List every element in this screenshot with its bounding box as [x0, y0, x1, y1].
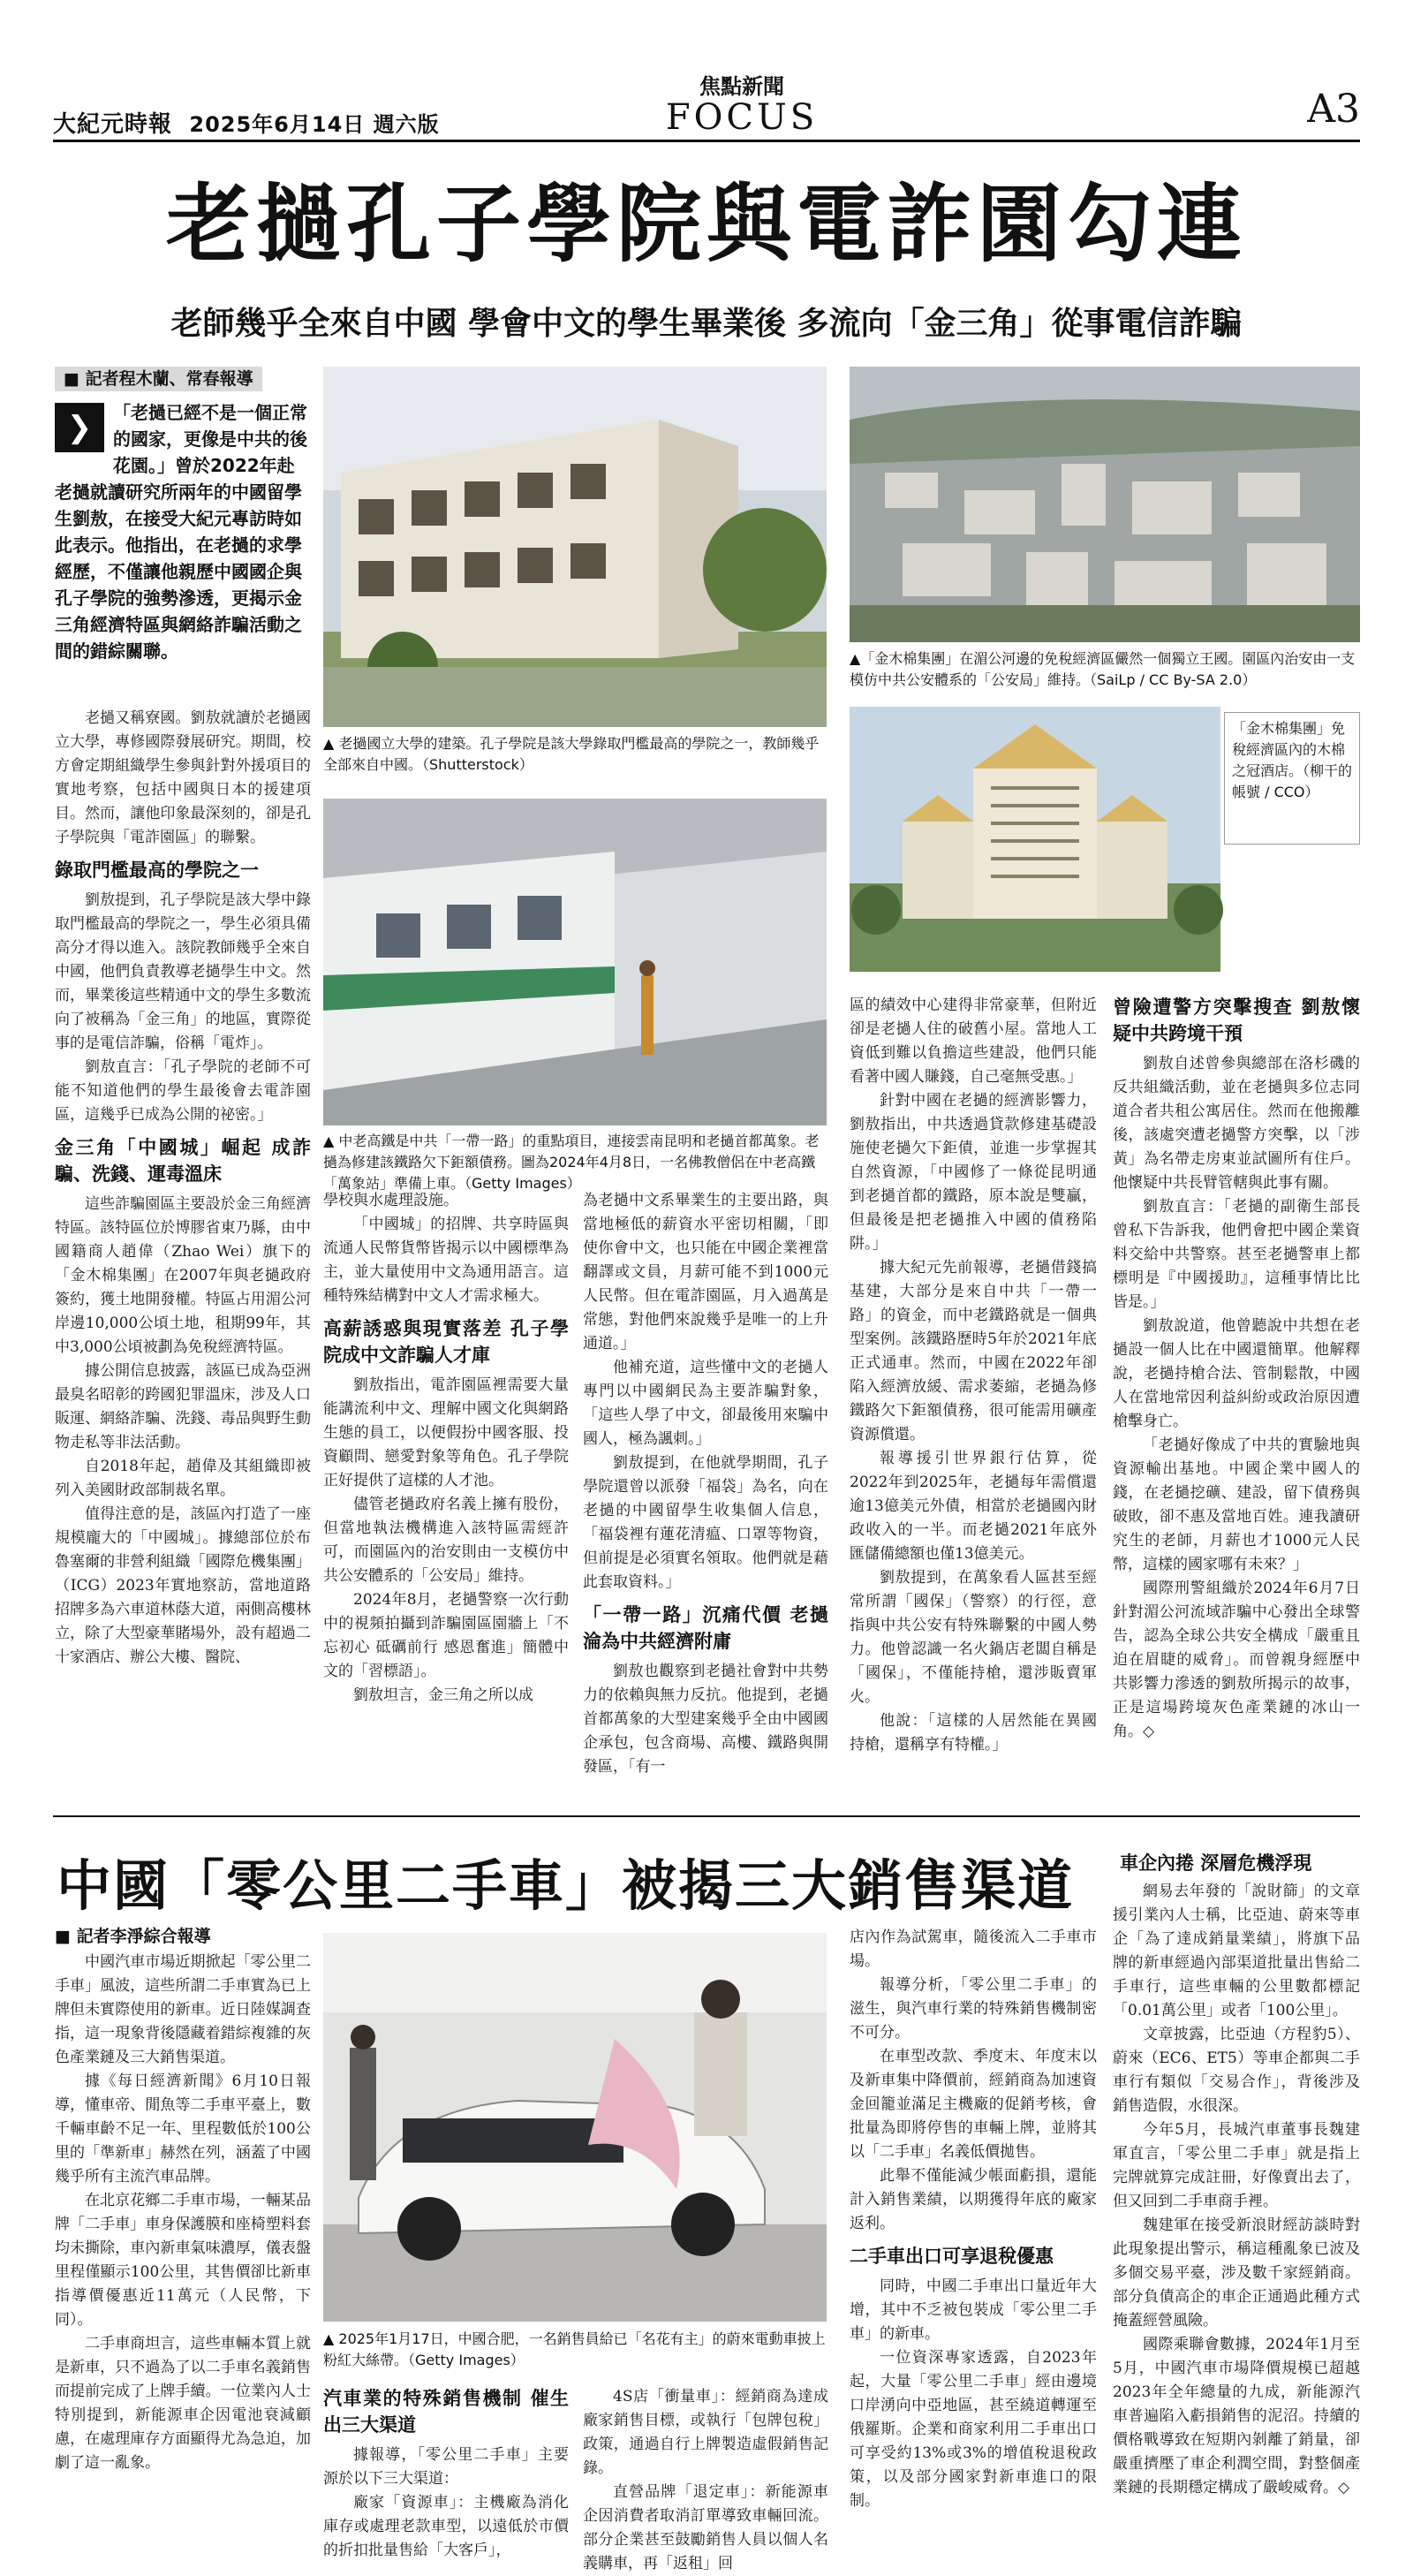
paragraph: 報導分析，「零公里二手車」的滋生，與汽車行業的特殊銷售機制密不可分。 — [850, 1976, 1097, 2042]
masthead-left — [53, 106, 440, 139]
page-number: A3 — [1307, 87, 1360, 132]
car-dealership-photo — [323, 1933, 827, 2322]
paragraph: 魏建軍在接受新浪財經訪談時對此現象提出警示，稱這種亂象已波及多個交易平臺，涉及數千家經銷商。部分負債高企的車企正通過此種方式掩蓋經營風險。 — [1113, 2216, 1360, 2330]
caption-university: ▲ 老撾國立大學的建築。孔子學院是該大學錄取門檻最高的學院之一，教師幾乎全部來自中國。（Shutterstock） — [323, 735, 820, 773]
paragraph: 劉敖提到，在萬象看人區甚至經常所謂「國保」（警察）的行徑，意指與中共公安有特殊聯繫的中國人勢力。他曾認識一名火鍋店老闆自稱是「國保」，不僅能持槍，還涉販賣軍火。 — [850, 1569, 1097, 1706]
subheading: 高薪誘惑與現實落差 孔子學院成中文詐騙人才庫 — [323, 1318, 569, 1366]
paragraph: 為老撾中文系畢業生的主要出路，與當地極低的薪資水平密切相關，「即使你會中文，也只能在中國企業裡當翻譯或文員，月薪可能不到1000元人民幣。但在電詐園區，月入過萬是常態，對他們來說幾乎是唯一的上升通道。」 — [583, 1192, 828, 1352]
story1-column-4 — [850, 994, 1097, 1798]
paragraph: 學校與水處理設施。 — [323, 1192, 458, 1209]
story1-column-5 — [1113, 994, 1360, 1798]
paragraph: 他補充道，這些懂中文的老撾人專門以中國網民為主要詐騙對象，「這些人學了中文，卻最後用來騙中國人，極為諷刺。」 — [583, 1359, 828, 1448]
paragraph: 今年5月，長城汽車董事長魏建軍直言，「零公里二手車」就是指上完牌就算完成註冊，好像賣出去了，但又回到二手車商手裡。 — [1113, 2121, 1360, 2210]
subheading: 曾險遭警方突擊搜查 劉敖懷疑中共跨境干預 — [1113, 996, 1360, 1044]
story2-byline: ■ 記者李淨綜合報導 — [55, 1927, 211, 1946]
paragraph: 中國汽車市場近期掀起「零公里二手車」風波，這些所謂二手車實為已上牌但未實際使用的新車。近日陸媒調查指，這一現象背後隱藏着錯綜複雜的灰色產業鏈及三大銷售渠道。 — [55, 1953, 311, 2066]
paragraph: 「老撾好像成了中共的實驗地與資源輸出基地。中國企業中國人的錢，在老撾挖礦、建設，留下債務與破敗，卻不惠及當地百姓。連我讀研究生的老師，月薪也才1000元人民幣，這樣的國家哪有未來？」 — [1113, 1436, 1360, 1573]
paragraph: 2024年8月，老撾警察一次行動中的視頻拍攝到詐騙園區園牆上「不忘初心 砥礪前行 感恩奮進」簡體中文的「習標語」。 — [323, 1591, 569, 1680]
lead-text: 「老撾已經不是一個正常的國家，更像是中共的後花園。」曾於2022年赴老撾就讀研究所兩年的中國留學生劉敖，在接受大紀元專訪時如此表示。他指出，在老撾的求學經歷，不僅讓他親歷中國國企與孔子學院的強勢滲透，更揭示金三角經濟特區與網絡詐騙活動之間的錯綜關聯。 — [55, 402, 307, 662]
paragraph: 自2018年起，趙偉及其組織即被列入美國財政部制裁名單。 — [55, 1458, 311, 1499]
story1-lead — [55, 399, 311, 700]
story2-column-4 — [850, 1926, 1097, 2562]
paragraph: 國際刑警組織於2024年6月7日針對湄公河流域詐騙中心發出全球警告，認為全球公共安全構成「嚴重且迫在眉睫的威脅」。而曾親身經歷中共影響力滲透的劉敖所揭示的故事，正是這場跨境灰色產業鏈的冰山一角。◇ — [1113, 1580, 1360, 1740]
paragraph: 據公開信息披露，該區已成為亞洲最臭名昭彰的跨國犯罪溫床，涉及人口販運、網絡詐騙、洗錢、毒品與野生動物走私等非法活動。 — [55, 1362, 311, 1451]
paragraph: 劉敖指出，電詐園區裡需要大量能講流利中文、理解中國文化與網路生態的員工，以便假扮中國客服、投資顧問、戀愛對象等角色。孔子學院正好提供了這樣的人才池。 — [323, 1376, 569, 1489]
story1-column-1 — [55, 707, 311, 1793]
paragraph: 4S店「衝量車」：經銷商為達成廠家銷售目標，或執行「包牌包稅」政策，通過自行上牌製造虛假銷售記錄。 — [583, 2388, 828, 2477]
university-building-photo — [323, 367, 827, 727]
paragraph: 劉敖提到，在他就學期間，孔子學院還曾以派發「福袋」為名，向在老撾的中國留學生收集個人信息，「福袋裡有蓮花清瘟、口罩等物資，但前提是必須實名領取。他們就是藉此套取資料。」 — [583, 1454, 828, 1591]
paragraph: 儘管老撾政府名義上擁有股份，但當地執法機構進入該特區需經許可，而園區內的治安則由一支模仿中共公安體系的「公安局」維持。 — [323, 1496, 569, 1585]
subheading: 錄取門檻最高的學院之一 — [55, 860, 259, 881]
paragraph: 直營品牌「退定車」：新能源車企因消費者取消訂單導致車輛回流。部分企業甚至鼓勵銷售人員以個人名義購車，再「返租」回 — [583, 2483, 828, 2572]
masthead-rule — [53, 140, 1360, 142]
paragraph: 劉敖直言：「老撾的副衛生部長曾私下告訴我，他們會把中國企業資料交給中共警察。甚至老撾警車上都標明是『中國援助』，這種事情比比皆是。」 — [1113, 1198, 1360, 1311]
subheading: 汽車業的特殊銷售機制 催生出三大渠道 — [323, 2388, 569, 2436]
paragraph: 值得注意的是，該區內打造了一座規模龐大的「中國城」。據總部位於布魯塞爾的非營利組織「國際危機集團」（ICG）2023年實地察訪，當地道路招牌多為六車道林蔭大道，兩側高樓林立，除了大型豪華賭場外，設有超過二十家酒店、辦公大樓、醫院、 — [55, 1505, 311, 1666]
paragraph: 劉敖直言：「孔子學院的老師不可能不知道他們的學生最後會去電詐園區，這幾乎已成為公開的祕密。」 — [55, 1058, 311, 1124]
kings-romans-hotel-photo — [850, 707, 1220, 972]
paragraph: 老撾又稱寮國。劉敖就讀於老撾國立大學，專修國際發展研究。期間，校方會定期組織學生參與針對外援項目的實地考察，包括中國與日本的援建項目。然而，讓他印象最深刻的，卻是孔子學院與「電詐園區」的聯繫。 — [55, 709, 311, 846]
story1-column-2 — [323, 1189, 569, 1799]
caption-car: ▲ 2025年1月17日，中國合肥，一名銷售員給已「名花有主」的蔚來電動車披上粉紅大絲帶。（Getty Images） — [323, 2330, 826, 2368]
caption-railway: ▲ 中老高鐵是中共「一帶一路」的重點項目，連接雲南昆明和老撾首都萬象。老撾為修建該鐵路欠下鉅額債務。圖為2024年4月8日，一名佛教僧侶在中老高鐵「萬象站」準備上車。（Getty Images） — [323, 1133, 820, 1192]
subheading: 金三角「中國城」崛起 成詐騙、洗錢、運毒溫床 — [55, 1137, 311, 1185]
paragraph: 在北京花鄉二手車市場，一輛某品牌「二手車」車身保護膜和座椅塑料套均未撕除，車內新車氣味濃厚，儀表盤里程僅顯示100公里，其售價卻比新車指導價優惠近11萬元（人民幣，下同）。 — [55, 2192, 311, 2329]
china-laos-railway-photo — [323, 799, 827, 1125]
paragraph: 這些詐騙園區主要設於金三角經濟特區。該特區位於博膠省東乃縣，由中國籍商人趙偉（Zhao Wei）旗下的「金木棉集團」在2007年與老撾政府簽約，獲土地開發權。特區占用湄公河岸邊10,000公頃土地，租期99年，其中3,000公頃被劃為免稅經濟特區。 — [55, 1195, 311, 1356]
paragraph: 劉敖說道，他曾聽說中共想在老撾設一個人比在中國還簡單。他解釋說，老撾持槍合法、管制鬆散，中國人在當地常因利益糾紛或政治原因遭槍擊身亡。 — [1113, 1317, 1360, 1430]
caption-zone: ▲「金木棉集團」在湄公河邊的免稅經濟區儼然一個獨立王國。園區內治安由一支模仿中共公安體系的「公安局」維持。（SaiLp / CC By-SA 2.0） — [850, 650, 1356, 688]
paragraph: 同時，中國二手車出口量近年大增，其中不乏被包裝成「零公里二手車」的新車。 — [850, 2277, 1097, 2343]
story1-headline: 老撾孔子學院與電詐園勾連 — [166, 175, 1247, 274]
story2-column-3 — [583, 2385, 828, 2572]
lead-arrow-icon: ❯ — [55, 403, 104, 452]
paragraph: 針對中國在老撾的經濟影響力，劉敖指出，中共透過貸款修建基礎設施使老撾欠下鉅債，並進一步掌握其自然資源，「中國修了一條從昆明通到老撾首都的鐵路，原本說是雙贏，但最後是把老撾推入中國的債務陷阱。」 — [850, 1092, 1097, 1253]
paragraph: 廠家「資源車」：主機廠為消化庫存或處理老款車型，以遠低於市價的折扣批量售給「大客戶」， — [323, 2494, 569, 2559]
section-name-cn: 焦點新聞 — [699, 74, 784, 99]
paragraph: 劉敖坦言，金三角之所以成 — [353, 1686, 533, 1704]
paragraph: 劉敖自述曾參與總部在洛杉磯的反共組織活動，並在老撾與多位志同道合者共租公寓居住。然而在他搬離後，該處突遭老撾警方突擊，以「涉黃」為名帶走房東並試圖所有住戶。他懷疑中共長臂管轄與此事有關。 — [1113, 1055, 1360, 1192]
issue-date: 2025年6月14日 週六版 — [189, 112, 440, 137]
paragraph: 劉敖也觀察到老撾社會對中共勢力的依賴與無力反抗。他提到，老撾首都萬象的大型建案幾乎全由中國國企承包，包含商場、高樓、鐵路與開發區，「有一 — [583, 1663, 828, 1776]
paragraph: 一位資深專家透露，自2023年起，大量「零公里二手車」經由邊境口岸湧向中亞地區，甚至繞道轉運至俄羅斯。企業和商家利用二手車出口可享受約13%或3%的增值稅退稅政策，以及部分國家對新車進口的限制。 — [850, 2349, 1097, 2510]
subheading: 二手車出口可享退稅優惠 — [850, 2246, 1054, 2267]
paragraph: 據報導，「零公里二手車」主要源於以下三大渠道： — [323, 2446, 569, 2488]
paragraph: 店內作為試駕車，隨後流入二手車市場。 — [850, 1928, 1097, 1970]
paragraph: 區的績效中心建得非常豪華，但附近卻是老撾人住的破舊小屋。當地人工資低到難以負擔這些建設，他們只能看著中國人賺錢，自己毫無受惠。」 — [850, 996, 1097, 1086]
masthead — [53, 42, 1360, 140]
paragraph: 「中國城」的招牌、共享時區與流通人民幣貨幣皆揭示以中國標準為主，並大量使用中文為通用語言。這種特殊結構對中文人才需求極大。 — [323, 1216, 569, 1305]
paragraph: 他說：「這樣的人居然能在異國持槍，還稱享有特權。」 — [850, 1712, 1097, 1754]
paragraph: 網易去年發的「說財篩」的文章援引業內人士稱，比亞迪、蔚來等車企「為了達成銷量業績」，將旗下品牌的新車經過內部渠道批量出售給二手車行，這些車輛的公里數都標記「0.01萬公里」或者「100公里」。 — [1113, 1883, 1360, 2019]
paragraph: 據《每日經濟新聞》6月10日報導，懂車帝、閒魚等二手車平臺上，數千輛車齡不足一年、里程數低於100公里的「準新車」赫然在列，涵蓋了中國幾乎所有主流汽車品牌。 — [55, 2072, 311, 2186]
section-name-en: FOCUS — [665, 97, 819, 138]
story1-byline: ■ 記者程木蘭、常春報導 — [55, 367, 262, 391]
paragraph: 文章披露，比亞迪（方程豹5）、蔚來（EC6、ET5）等車企都與二手車行有類似「交易合作」，背後涉及銷售造假，水很深。 — [1113, 2026, 1360, 2115]
paragraph: 二手車商坦言，這些車輛本質上就是新車，只不過為了以二手車名義銷售而提前完成了上牌手續。一位業內人士特別提到，新能源車企因電池衰減顧慮，在處理庫存方面顯得尤為急迫，加劇了這一亂象。 — [55, 2335, 311, 2472]
paragraph: 此舉不僅能減少帳面虧損，還能計入銷售業績，以期獲得年底的廠家返利。 — [850, 2167, 1097, 2232]
story2-column-1 — [55, 1951, 311, 2560]
caption-hotel: 「金木棉集團」免稅經濟區內的木棉之冠酒店。（柳干的帳號 / CCO） — [1224, 712, 1360, 845]
story2-headline: 中國「零公里二手車」被揭三大銷售渠道 — [57, 1853, 1075, 1918]
paragraph: 劉敖提到，孔子學院是該大學中錄取門檻最高的學院之一，學生必須具備高分才得以進入。該院教師幾乎全來自中國，他們負責教導老撾學生中文。然而，畢業後這些精通中文的學生多數流向了被稱為「金三角」的地區，實際從事的是電信詐騙，俗稱「電炸」。 — [55, 891, 311, 1052]
subheading: 「一帶一路」沉痛代價 老撾淪為中共經濟附庸 — [583, 1604, 828, 1652]
story1-column-3 — [583, 1189, 828, 1799]
newspaper-logo: 大紀元時報 — [53, 111, 173, 138]
section-label — [627, 69, 857, 138]
paragraph: 據大紀元先前報導，老撾借錢搞基建，大部分是來自中共「一帶一路」的資金，而中老鐵路就是一個典型案例。該鐵路歷時5年於2021年底正式通車。然而，中國在2022年卻陷入經濟放緩、需求萎縮，老撾為修鐵路欠下鉅額債務，很可能需用礦產資源償還。 — [850, 1259, 1097, 1443]
economic-zone-aerial-photo — [850, 367, 1360, 642]
story2-column-5 — [1113, 1880, 1360, 2562]
paragraph: 國際乘聯會數據，2024年1月至5月，中國汽車市場降價規模已超越2023年全年總量的九成，新能源汽車普遍陷入虧損銷售的泥沼。持續的價格戰導致在短期內剝離了銷量，卻嚴重擠壓了車企利潤空間，對整個產業鏈的長期穩定構成了嚴峻威脅。◇ — [1113, 2336, 1360, 2496]
paragraph: 在車型改款、季度末、年度末以及新車集中降價前，經銷商為加速資金回籠並滿足主機廠的促銷考核，會批量為即將停售的車輛上牌，並將其以「二手車」名義低價拋售。 — [850, 2048, 1097, 2161]
story1-subhead: 老師幾乎全來自中國 學會中文的學生畢業後 多流向「金三角」從事電信詐騙 — [170, 306, 1243, 342]
story-divider — [53, 1815, 1360, 1817]
paragraph: 報導援引世界銀行估算，從2022年到2025年，老撾每年需償還逾13億美元外債，相當於老撾國內財政收入的一半。而老撾2021年底外匯儲備總額也僅13億美元。 — [850, 1450, 1097, 1563]
story2-sidebar-heading: 車企內捲 深層危機浮現 — [1120, 1852, 1312, 1874]
story2-column-2 — [323, 2385, 569, 2562]
